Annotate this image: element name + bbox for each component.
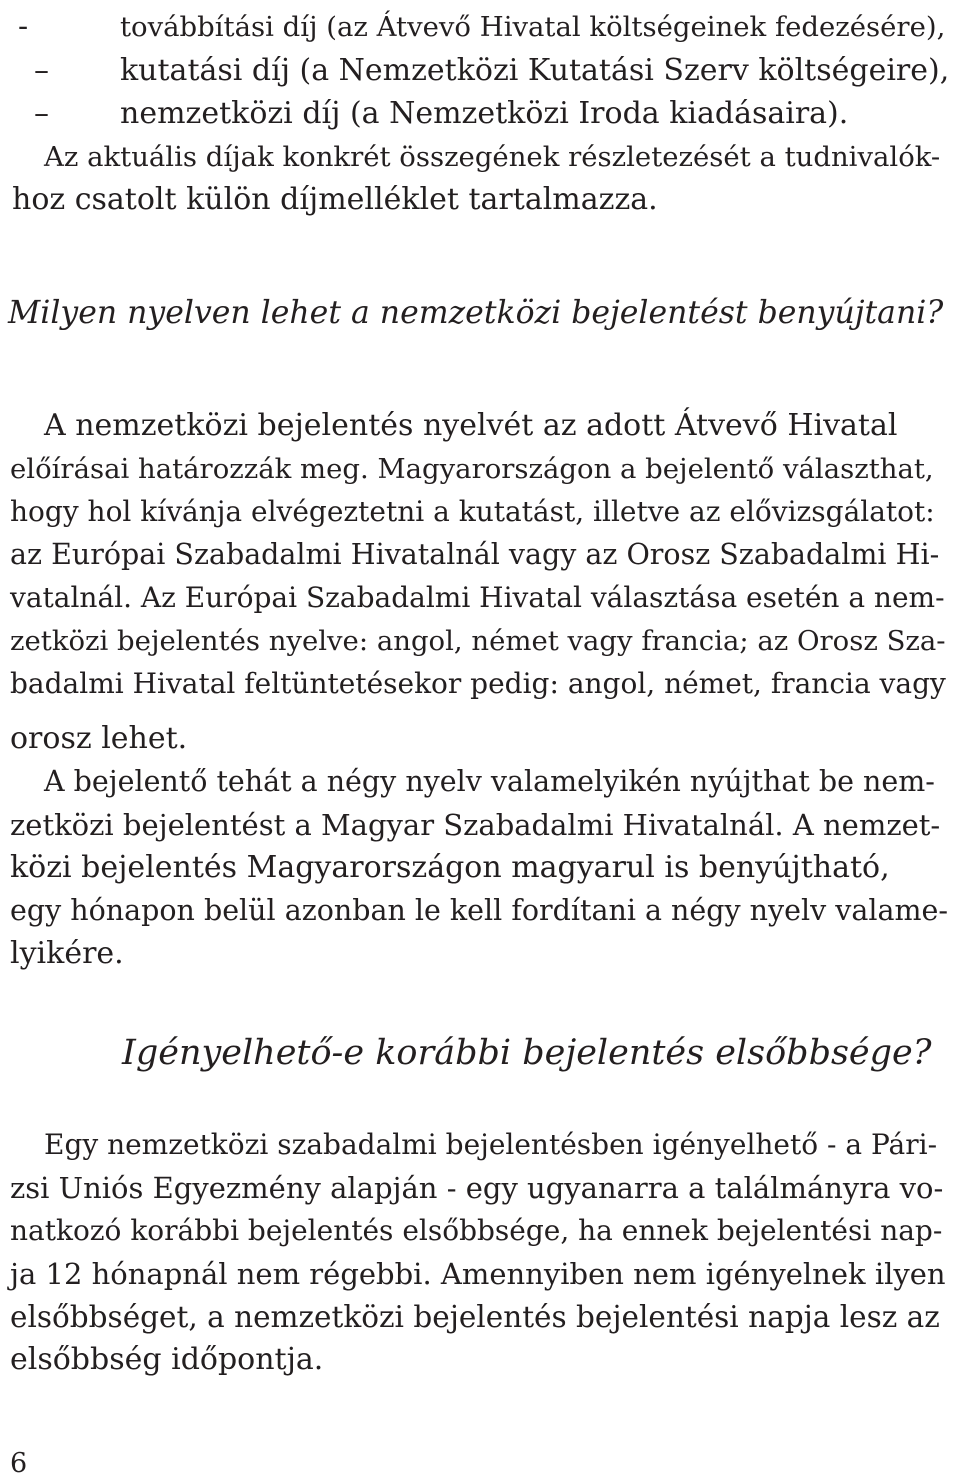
paragraph-line: lyikére. [10,936,124,971]
paragraph-line: orosz lehet. [10,721,188,756]
bullet-text-international-fee: nemzetközi díj (a Nemzetközi Iroda kiadásaira). [120,96,849,131]
paragraph-line: az Európai Szabadalmi Hivatalnál vagy az Orosz Szabadalmi Hi- [10,538,940,571]
paragraph-line: zsi Uniós Egyezmény alapján - egy ugyanarra a találmányra vo- [10,1171,944,1205]
paragraph-line: elsőbbség időpontja. [10,1342,324,1377]
section-heading-language: Milyen nyelven lehet a nemzetközi bejelentést benyújtani? [8,295,944,331]
paragraph-line: közi bejelentés Magyarországon magyarul is benyújtható, [10,850,890,885]
section-heading-priority: Igényelhető-e korábbi bejelentés elsőbbsége? [122,1033,932,1073]
paragraph-line [44,407,946,445]
paragraph-line: egy hónapon belül azonban le kell fordítani a négy nyelv valame- [10,894,948,927]
bullet-dash: – [34,53,49,88]
paragraph-line: előírásai határozzák meg. Magyarországon a bejelentő választhat, [10,453,934,485]
bullet-dash: – [34,96,49,131]
paragraph-line-text: A nemzetközi bejelentés nyelvét az adott Átvevő Hivatal [44,408,898,443]
paragraph-line: zetközi bejelentés nyelve: angol, német vagy francia; az Orosz Sza- [10,625,946,657]
paragraph-line: ja 12 hónapnál nem régebbi. Amennyiben nem igényelnek ilyen [10,1257,946,1291]
page-number: 6 [10,1448,28,1479]
paragraph-line: vatalnál. Az Európai Szabadalmi Hivatal választása esetén a nem- [10,581,945,614]
bullet-dash: - [18,9,29,44]
bullet-text-search-fee: kutatási díj (a Nemzetközi Kutatási Szerv költségeire), [120,53,950,88]
paragraph-line: natkozó korábbi bejelentés elsőbbsége, ha ennek bejelentési nap- [10,1214,943,1247]
paragraph-line: elsőbbséget, a nemzetközi bejelentés bejelentési napja lesz az [10,1300,940,1334]
paragraph-line: badalmi Hivatal feltüntetésekor pedig: angol, német, francia vagy [10,667,946,700]
paragraph-line: Egy nemzetközi szabadalmi bejelentésben igényelhető - a Pári- [44,1128,938,1161]
paragraph-line: hoz csatolt külön díjmelléklet tartalmazza. [12,182,658,217]
paragraph-line: Az aktuális díjak konkrét összegének részletezését a tudnivalók- [44,141,941,173]
paragraph-line: A bejelentő tehát a négy nyelv valamelyikén nyújthat be nem- [44,765,935,798]
paragraph-line: zetközi bejelentést a Magyar Szabadalmi Hivatalnál. A nemzet- [10,808,941,842]
paragraph-line: hogy hol kívánja elvégeztetni a kutatást, illetve az elővizsgálatot: [10,495,935,528]
bullet-text-transmittal-fee: továbbítási díj (az Átvevő Hivatal költségeinek fedezésére), [120,11,946,43]
